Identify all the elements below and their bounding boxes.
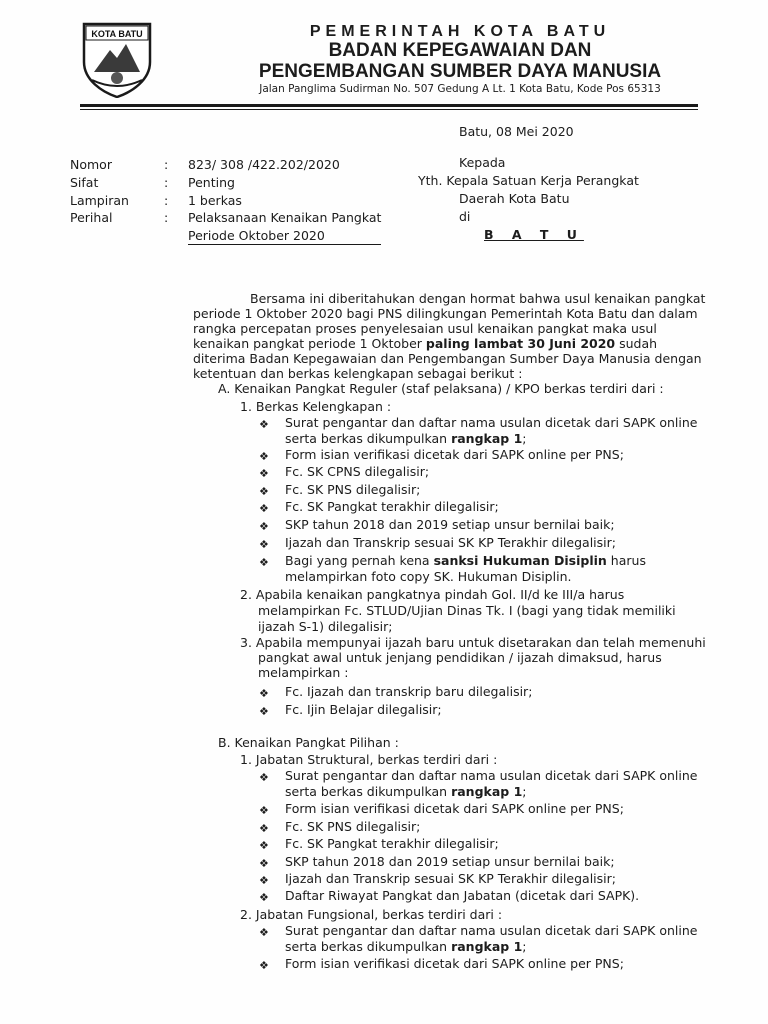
list-item: Fc. SK Pangkat terakhir dilegalisir; xyxy=(285,836,499,851)
recipient-city: B A T U xyxy=(484,227,584,242)
deadline-text: paling lambat 30 Juni 2020 xyxy=(425,336,616,351)
nomor-label: Nomor xyxy=(70,157,112,172)
list-item: Surat pengantar dan daftar nama usulan dicetak dari SAPK online xyxy=(285,923,698,938)
list-item: Surat pengantar dan daftar nama usulan dicetak dari SAPK online xyxy=(285,415,698,430)
perihal-underline xyxy=(188,244,381,245)
list-item-cont: serta berkas dikumpulkan rangkap 1; xyxy=(285,939,527,954)
header-rule-thin xyxy=(80,109,698,110)
list-item-cont: serta berkas dikumpulkan rangkap 1; xyxy=(285,784,527,799)
diamond-bullet-icon: ❖ xyxy=(259,839,269,852)
list-item: Fc. SK PNS dilegalisir; xyxy=(285,819,421,834)
section-a-item-3-cont: pangkat awal untuk jenjang pendidikan / ijazah dimaksud, harus xyxy=(258,650,662,665)
kota-batu-logo xyxy=(80,22,154,98)
intro-line: diterima Badan Kepegawaian dan Pengembangan Sumber Daya Manusia dengan xyxy=(193,351,702,366)
lampiran-colon: : xyxy=(164,193,169,208)
header-rule-thick xyxy=(80,104,698,107)
list-item: Surat pengantar dan daftar nama usulan dicetak dari SAPK online xyxy=(285,768,698,783)
header-agency-line1: BADAN KEPEGAWAIAN DAN xyxy=(328,40,592,61)
intro-line: Bersama ini diberitahukan dengan hormat bahwa usul kenaikan pangkat xyxy=(250,291,706,306)
section-b-item-2: 2. Jabatan Fungsional, berkas terdiri dari : xyxy=(240,907,503,922)
section-a-item-3-cont: melampirkan : xyxy=(258,665,349,680)
nomor-value: 823/ 308 /422.202/2020 xyxy=(188,157,340,172)
intro-line: periode 1 Oktober 2020 bagi PNS dilingkungan Pemerintah Kota Batu dan dalam xyxy=(193,306,698,321)
list-item: Fc. SK Pangkat terakhir dilegalisir; xyxy=(285,499,499,514)
section-a-title: A. Kenaikan Pangkat Reguler (staf pelaksana) / KPO berkas terdiri dari : xyxy=(218,381,664,396)
recipient-kepada: Kepada xyxy=(459,155,506,170)
list-item: Ijazah dan Transkrip sesuai SK KP Terakhir dilegalisir; xyxy=(285,871,616,886)
section-a-item-2-cont: ijazah S-1) dilegalisir; xyxy=(258,619,393,634)
intro-line: ketentuan dan berkas kelengkapan sebagai berikut : xyxy=(193,366,523,381)
recipient-di: di xyxy=(459,209,471,224)
diamond-bullet-icon: ❖ xyxy=(259,485,269,498)
diamond-bullet-icon: ❖ xyxy=(259,418,269,431)
list-item: Daftar Riwayat Pangkat dan Jabatan (dicetak dari SAPK). xyxy=(285,888,640,903)
diamond-bullet-icon: ❖ xyxy=(259,538,269,551)
perihal-colon: : xyxy=(164,210,169,225)
letter-date: Batu, 08 Mei 2020 xyxy=(459,124,574,139)
diamond-bullet-icon: ❖ xyxy=(259,520,269,533)
diamond-bullet-icon: ❖ xyxy=(259,687,269,700)
list-item: Bagi yang pernah kena sanksi Hukuman Disiplin harus xyxy=(285,553,646,568)
sifat-value: Penting xyxy=(188,175,235,190)
list-item-cont: serta berkas dikumpulkan rangkap 1; xyxy=(285,431,527,446)
header-agency-line2: PENGEMBANGAN SUMBER DAYA MANUSIA xyxy=(258,61,662,82)
diamond-bullet-icon: ❖ xyxy=(259,467,269,480)
list-item: Fc. Ijin Belajar dilegalisir; xyxy=(285,702,442,717)
diamond-bullet-icon: ❖ xyxy=(259,502,269,515)
diamond-bullet-icon: ❖ xyxy=(259,771,269,784)
section-a-item-2-cont: melampirkan Fc. STLUD/Ujian Dinas Tk. I (bagi yang tidak memiliki xyxy=(258,603,676,618)
sifat-label: Sifat xyxy=(70,175,99,190)
lampiran-label: Lampiran xyxy=(70,193,129,208)
diamond-bullet-icon: ❖ xyxy=(259,926,269,939)
list-item: Fc. SK PNS dilegalisir; xyxy=(285,482,421,497)
section-b-title: B. Kenaikan Pangkat Pilihan : xyxy=(218,735,399,750)
diamond-bullet-icon: ❖ xyxy=(259,705,269,718)
diamond-bullet-icon: ❖ xyxy=(259,450,269,463)
perihal-value-line2: Periode Oktober 2020 xyxy=(188,228,325,243)
logo-text: KOTA BATU xyxy=(91,29,143,39)
list-item: Fc. SK CPNS dilegalisir; xyxy=(285,464,430,479)
sifat-colon: : xyxy=(164,175,169,190)
header-government: PEMERINTAH KOTA BATU xyxy=(309,23,611,40)
section-a-item-3: 3. Apabila mempunyai ijazah baru untuk disetarakan dan telah memenuhi xyxy=(240,635,706,650)
list-item: SKP tahun 2018 dan 2019 setiap unsur bernilai baik; xyxy=(285,854,615,869)
perihal-label: Perihal xyxy=(70,210,113,225)
diamond-bullet-icon: ❖ xyxy=(259,804,269,817)
diamond-bullet-icon: ❖ xyxy=(259,857,269,870)
nomor-colon: : xyxy=(164,157,169,172)
list-item: Fc. Ijazah dan transkrip baru dilegalisir; xyxy=(285,684,533,699)
header-address: Jalan Panglima Sudirman No. 507 Gedung A Lt. 1 Kota Batu, Kode Pos 65313 xyxy=(259,83,661,95)
list-item: Form isian verifikasi dicetak dari SAPK online per PNS; xyxy=(285,956,624,971)
diamond-bullet-icon: ❖ xyxy=(259,891,269,904)
recipient-title: Yth. Kepala Satuan Kerja Perangkat xyxy=(418,173,639,188)
section-a-item-1: 1. Berkas Kelengkapan : xyxy=(240,399,392,414)
list-item: Form isian verifikasi dicetak dari SAPK online per PNS; xyxy=(285,447,624,462)
list-item: SKP tahun 2018 dan 2019 setiap unsur bernilai baik; xyxy=(285,517,615,532)
list-item: Form isian verifikasi dicetak dari SAPK online per PNS; xyxy=(285,801,624,816)
diamond-bullet-icon: ❖ xyxy=(259,874,269,887)
section-a-item-2: 2. Apabila kenaikan pangkatnya pindah Gol. II/d ke III/a harus xyxy=(240,587,625,602)
intro-line: kenaikan pangkat periode 1 Oktober paling lambat 30 Juni 2020 sudah xyxy=(193,336,658,351)
recipient-region: Daerah Kota Batu xyxy=(459,191,570,206)
perihal-value-line1: Pelaksanaan Kenaikan Pangkat xyxy=(188,210,382,225)
list-item: Ijazah dan Transkrip sesuai SK KP Terakhir dilegalisir; xyxy=(285,535,616,550)
lampiran-value: 1 berkas xyxy=(188,193,242,208)
diamond-bullet-icon: ❖ xyxy=(259,959,269,972)
intro-line: rangka percepatan proses penyelesaian usul kenaikan pangkat maka usul xyxy=(193,321,657,336)
list-item-cont: melampirkan foto copy SK. Hukuman Disiplin. xyxy=(285,569,572,584)
section-b-item-1: 1. Jabatan Struktural, berkas terdiri dari : xyxy=(240,752,498,767)
diamond-bullet-icon: ❖ xyxy=(259,556,269,569)
diamond-bullet-icon: ❖ xyxy=(259,822,269,835)
